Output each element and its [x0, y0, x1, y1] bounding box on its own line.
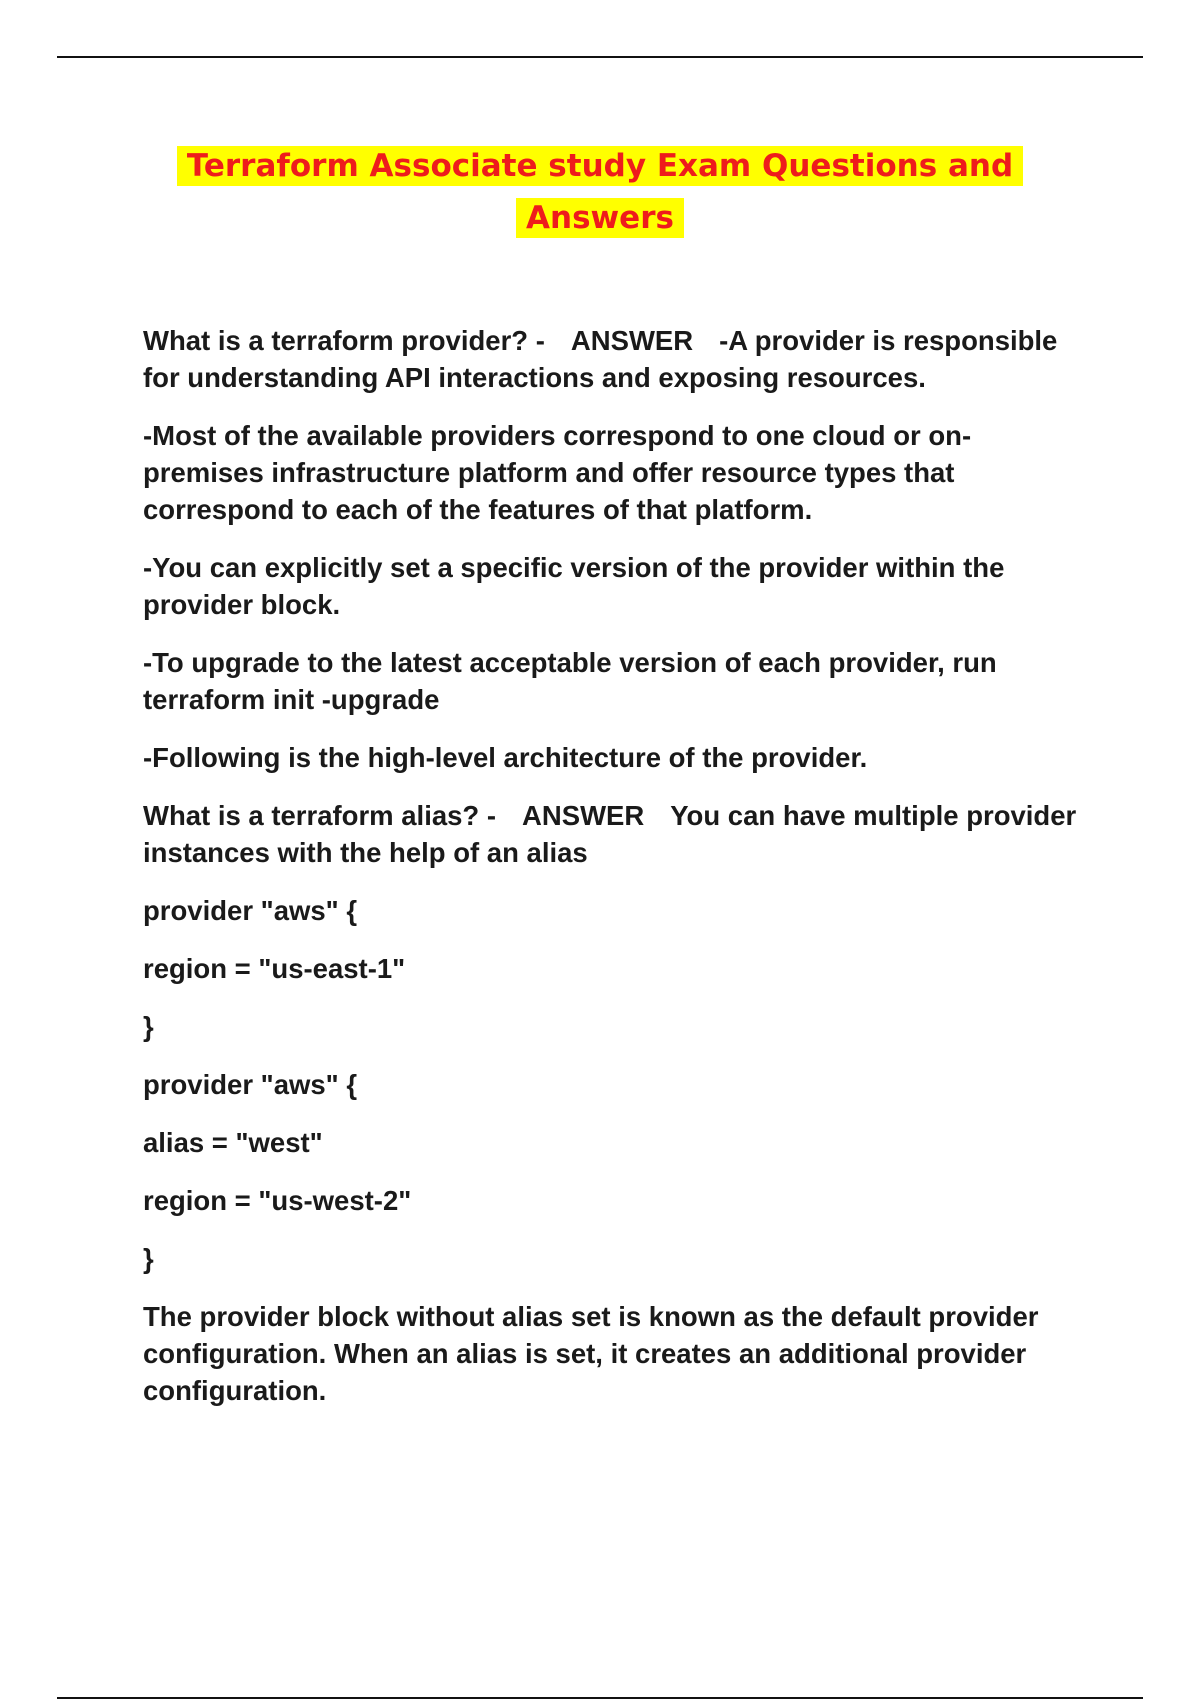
code-line: region = "us-east-1"	[143, 953, 406, 984]
qa1-point: -Most of the available providers correspond to one cloud or on-premises infrastructure platform and offer resource types that correspond to each of the features of that platform.	[143, 420, 972, 525]
code-line: provider "aws" {	[143, 1069, 358, 1100]
code-line: region = "us-west-2"	[143, 1185, 412, 1216]
document-title	[0, 140, 1200, 244]
qa1-answer: -A provider is responsible for understanding API interactions and exposing resources.	[143, 325, 1058, 393]
qa2-question: What is a terraform alias? -	[143, 800, 497, 831]
title-line-1	[177, 140, 1023, 192]
qa1-paragraph	[143, 322, 1083, 396]
qa1-point: -You can explicitly set a specific version of the provider within the provider block.	[143, 552, 1005, 620]
code-line: }	[143, 1243, 154, 1274]
qa2-answer-label: ANSWER	[522, 800, 645, 831]
header-rule	[57, 56, 1143, 58]
title-text-1: Terraform Associate study Exam Questions and	[177, 146, 1023, 186]
title-line-2	[516, 192, 684, 244]
qa1-question: What is a terraform provider? -	[143, 325, 545, 356]
footer-rule	[57, 1697, 1143, 1699]
qa2-paragraph	[143, 797, 1083, 871]
code-line: alias = "west"	[143, 1127, 323, 1158]
qa1-point: -To upgrade to the latest acceptable version of each provider, run terraform init -upgrade	[143, 647, 997, 715]
qa2-closing: The provider block without alias set is known as the default provider configuration. When an alias is set, it creates an additional provider configuration.	[143, 1301, 1039, 1406]
title-text-2: Answers	[516, 198, 684, 238]
document-body	[143, 322, 1083, 1430]
qa2-answer: You can have multiple provider instances with the help of an alias	[143, 800, 1077, 868]
qa1-answer-label: ANSWER	[570, 325, 694, 356]
code-line: }	[143, 1011, 154, 1042]
code-line: provider "aws" {	[143, 895, 358, 926]
qa1-point: -Following is the high-level architecture of the provider.	[143, 742, 868, 773]
